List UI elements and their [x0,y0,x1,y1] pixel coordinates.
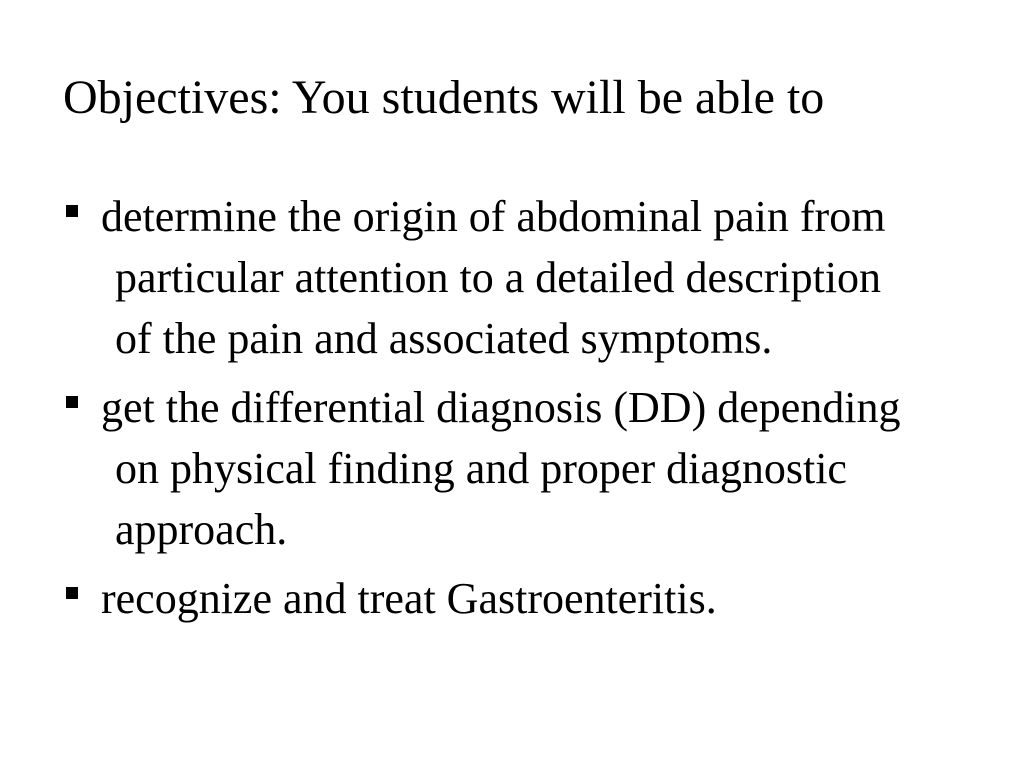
bullet-text: get the differential diagnosis (DD) depending on physical finding and proper diagnostic approach. [101,383,901,554]
square-bullet-icon [66,587,78,599]
bullet-text: recognize and treat Gastroenteritis. [101,574,717,623]
square-bullet-icon [66,396,78,408]
list-item [63,186,923,369]
bullet-text: determine the origin of abdominal pain from particular attention to a detailed description of the pain and associated symptoms. [101,192,886,363]
list-item [63,377,923,560]
objectives-list [63,186,923,637]
square-bullet-icon [66,205,78,217]
slide-title: Objectives: You students will be able to [63,71,825,124]
list-item [63,568,923,629]
